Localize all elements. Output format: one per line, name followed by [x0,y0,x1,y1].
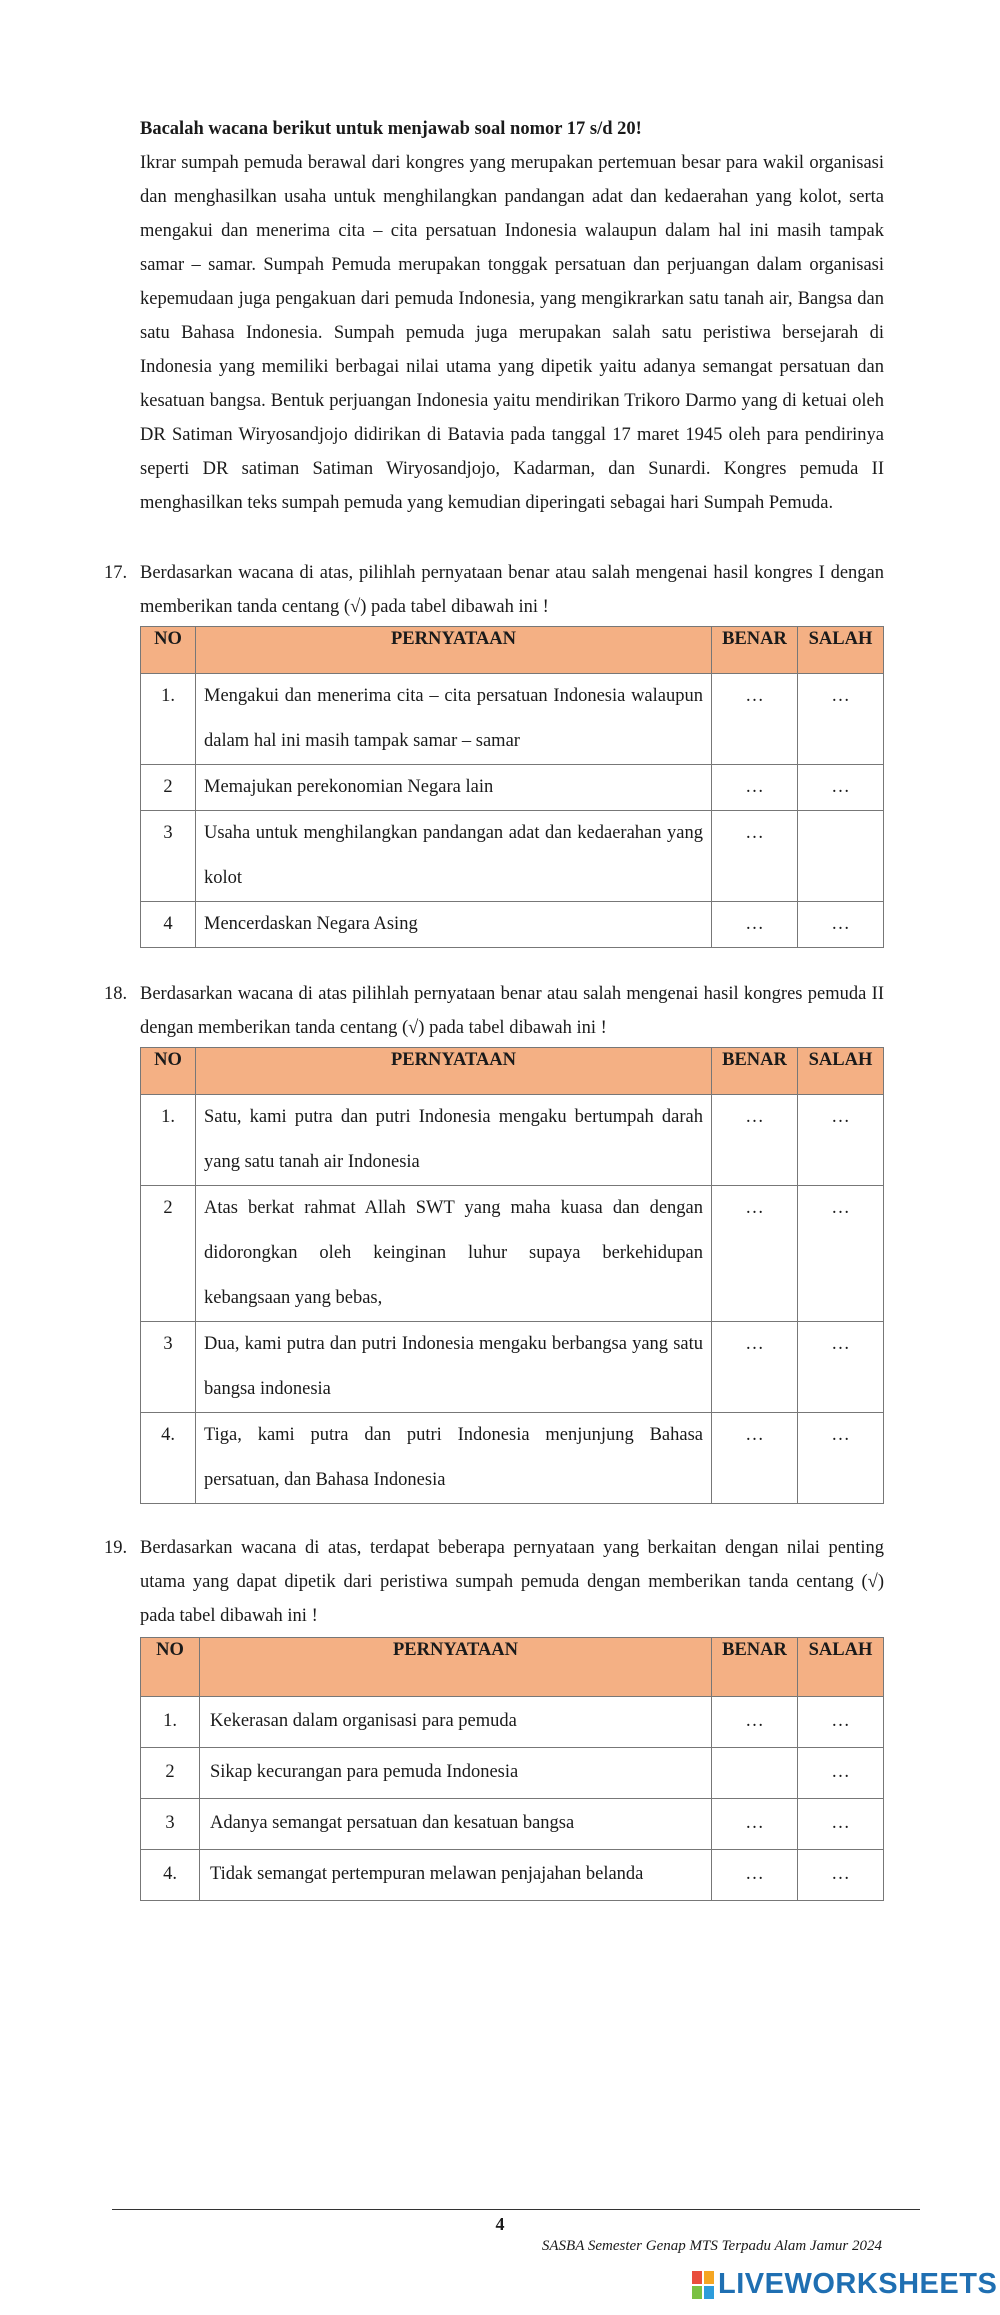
header-true: BENAR [712,627,798,674]
row-statement: Satu, kami putra dan putri Indonesia mengaku bertumpah darah yang satu tanah air Indonesia [196,1095,712,1186]
true-answer-cell[interactable]: … [712,1322,798,1413]
header-true: BENAR [712,1048,798,1095]
true-answer-cell[interactable]: … [712,765,798,811]
true-answer-cell[interactable]: … [712,1850,798,1901]
row-statement: Atas berkat rahmat Allah SWT yang maha kuasa dan dengan didorongkan oleh keinginan luhur supaya berkehidupan kebangsaan yang bebas, [196,1186,712,1322]
row-number: 1. [141,1095,196,1186]
table-header-row [141,1638,884,1697]
question-17 [104,556,884,624]
table-row [141,1322,884,1413]
row-number: 3 [141,1799,200,1850]
false-answer-cell[interactable]: … [798,1799,884,1850]
footer-divider [112,2209,920,2210]
header-statement: PERNYATAAN [196,627,712,674]
true-answer-cell[interactable]: … [712,1697,798,1748]
table-header-row [141,1048,884,1095]
table-row [141,1186,884,1322]
question-number: 18. [104,984,128,1004]
false-answer-cell[interactable]: … [798,1748,884,1799]
table-row [141,765,884,811]
row-number: 3 [141,1322,196,1413]
row-statement: Mengakui dan menerima cita – cita persatuan Indonesia walaupun dalam hal ini masih tampak samar – samar [196,674,712,765]
false-answer-cell[interactable]: … [798,902,884,948]
header-no: NO [141,627,196,674]
true-answer-cell[interactable]: … [712,902,798,948]
reading-passage [140,112,884,520]
true-answer-cell[interactable]: … [712,1413,798,1504]
page-number: 4 [495,2214,505,2234]
question-text: Berdasarkan wacana di atas pilihlah pernyataan benar atau salah mengenai hasil kongres pemuda II dengan memberikan tanda centang (√) pada tabel dibawah ini ! [140,984,884,1038]
true-answer-cell[interactable]: … [712,1095,798,1186]
question-19 [104,1531,884,1633]
row-statement: Dua, kami putra dan putri Indonesia mengaku berbangsa yang satu bangsa indonesia [196,1322,712,1413]
header-false: SALAH [798,627,884,674]
false-answer-cell[interactable]: … [798,1186,884,1322]
false-answer-cell[interactable]: … [798,1413,884,1504]
row-number: 2 [141,765,196,811]
question-number: 19. [104,1538,128,1558]
table-row [141,674,884,765]
false-answer-cell[interactable]: … [798,1850,884,1901]
liveworksheets-icon [692,2271,714,2299]
table-row [141,1095,884,1186]
question-number: 17. [104,563,128,583]
true-answer-cell[interactable] [712,1748,798,1799]
row-number: 1. [141,1697,200,1748]
header-statement: PERNYATAAN [200,1638,712,1697]
answer-table-18 [140,1047,884,1504]
row-number: 4 [141,902,196,948]
false-answer-cell[interactable]: … [798,765,884,811]
passage-heading: Bacalah wacana berikut untuk menjawab soal nomor 17 s/d 20! [140,119,642,139]
false-answer-cell[interactable]: … [798,1322,884,1413]
header-false: SALAH [798,1638,884,1697]
row-number: 2 [141,1186,196,1322]
table-header-row [141,627,884,674]
row-statement: Mencerdaskan Negara Asing [196,902,712,948]
row-statement: Memajukan perekonomian Negara lain [196,765,712,811]
row-number: 3 [141,811,196,902]
footer-text: SASBA Semester Genap MTS Terpadu Alam Jamur 2024 [541,2238,882,2254]
true-answer-cell[interactable]: … [712,1186,798,1322]
true-answer-cell[interactable]: … [712,1799,798,1850]
row-statement: Tidak semangat pertempuran melawan penjajahan belanda [200,1850,712,1901]
row-statement: Adanya semangat persatuan dan kesatuan bangsa [200,1799,712,1850]
false-answer-cell[interactable]: … [798,1697,884,1748]
table-row [141,1799,884,1850]
liveworksheets-logo[interactable] [692,2268,997,2301]
logo-text: LIVEWORKSHEETS [718,2268,998,2300]
answer-table-17 [140,626,884,948]
true-answer-cell[interactable]: … [712,811,798,902]
row-number: 4. [141,1413,196,1504]
table-row [141,811,884,902]
question-18 [104,977,884,1045]
header-true: BENAR [712,1638,798,1697]
header-statement: PERNYATAAN [196,1048,712,1095]
row-number: 1. [141,674,196,765]
false-answer-cell[interactable] [798,811,884,902]
true-answer-cell[interactable]: … [712,674,798,765]
table-row [141,902,884,948]
header-no: NO [141,1048,196,1095]
row-number: 2 [141,1748,200,1799]
row-statement: Sikap kecurangan para pemuda Indonesia [200,1748,712,1799]
false-answer-cell[interactable]: … [798,1095,884,1186]
row-statement: Tiga, kami putra dan putri Indonesia menjunjung Bahasa persatuan, dan Bahasa Indonesia [196,1413,712,1504]
row-statement: Usaha untuk menghilangkan pandangan adat dan kedaerahan yang kolot [196,811,712,902]
answer-table-19 [140,1637,884,1901]
header-false: SALAH [798,1048,884,1095]
row-statement: Kekerasan dalam organisasi para pemuda [200,1697,712,1748]
table-row [141,1413,884,1504]
row-number: 4. [141,1850,200,1901]
table-row [141,1850,884,1901]
table-row [141,1697,884,1748]
header-no: NO [141,1638,200,1697]
question-text: Berdasarkan wacana di atas, terdapat beberapa pernyataan yang berkaitan dengan nilai penting utama yang dapat dipetik dari peristiwa sumpah pemuda dengan memberikan tanda centang (√) pada tabel dibawah ini ! [140,1538,884,1626]
passage-paragraph: Ikrar sumpah pemuda berawal dari kongres yang merupakan pertemuan besar para wakil organisasi dan menghasilkan usaha untuk menghilangkan pandangan adat dan kedaerahan yang kolot, serta mengakui dan menerima cita – cita persatuan Indonesia walaupun dalam hal ini masih tampak samar – samar. Sumpah Pemuda merupakan tonggak persatuan dan perjuangan dalam organisasi kepemudaan juga pengakuan dari pemuda Indonesia, yang mengikrarkan satu tanah air, Bangsa dan satu Bahasa Indonesia. Sumpah pemuda juga merupakan salah satu peristiwa bersejarah di Indonesia yang memiliki berbagai nilai utama yang dipetik yaitu adanya semangat persatuan dan kesatuan bangsa. Bentuk perjuangan Indonesia yaitu mendirikan Trikoro Darmo yang di ketuai oleh DR Satiman Wiryosandjojo didirikan di Batavia pada tanggal 17 maret 1945 oleh para pendirinya seperti DR satiman Satiman Wiryosandjojo, Kadarman, dan Sunardi. Kongres pemuda II menghasilkan teks sumpah pemuda yang kemudian diperingati sebagai hari Sumpah Pemuda. [140,153,884,513]
table-row [141,1748,884,1799]
question-text: Berdasarkan wacana di atas, pilihlah pernyataan benar atau salah mengenai hasil kongres I dengan memberikan tanda centang (√) pada tabel dibawah ini ! [140,563,884,617]
false-answer-cell[interactable]: … [798,674,884,765]
